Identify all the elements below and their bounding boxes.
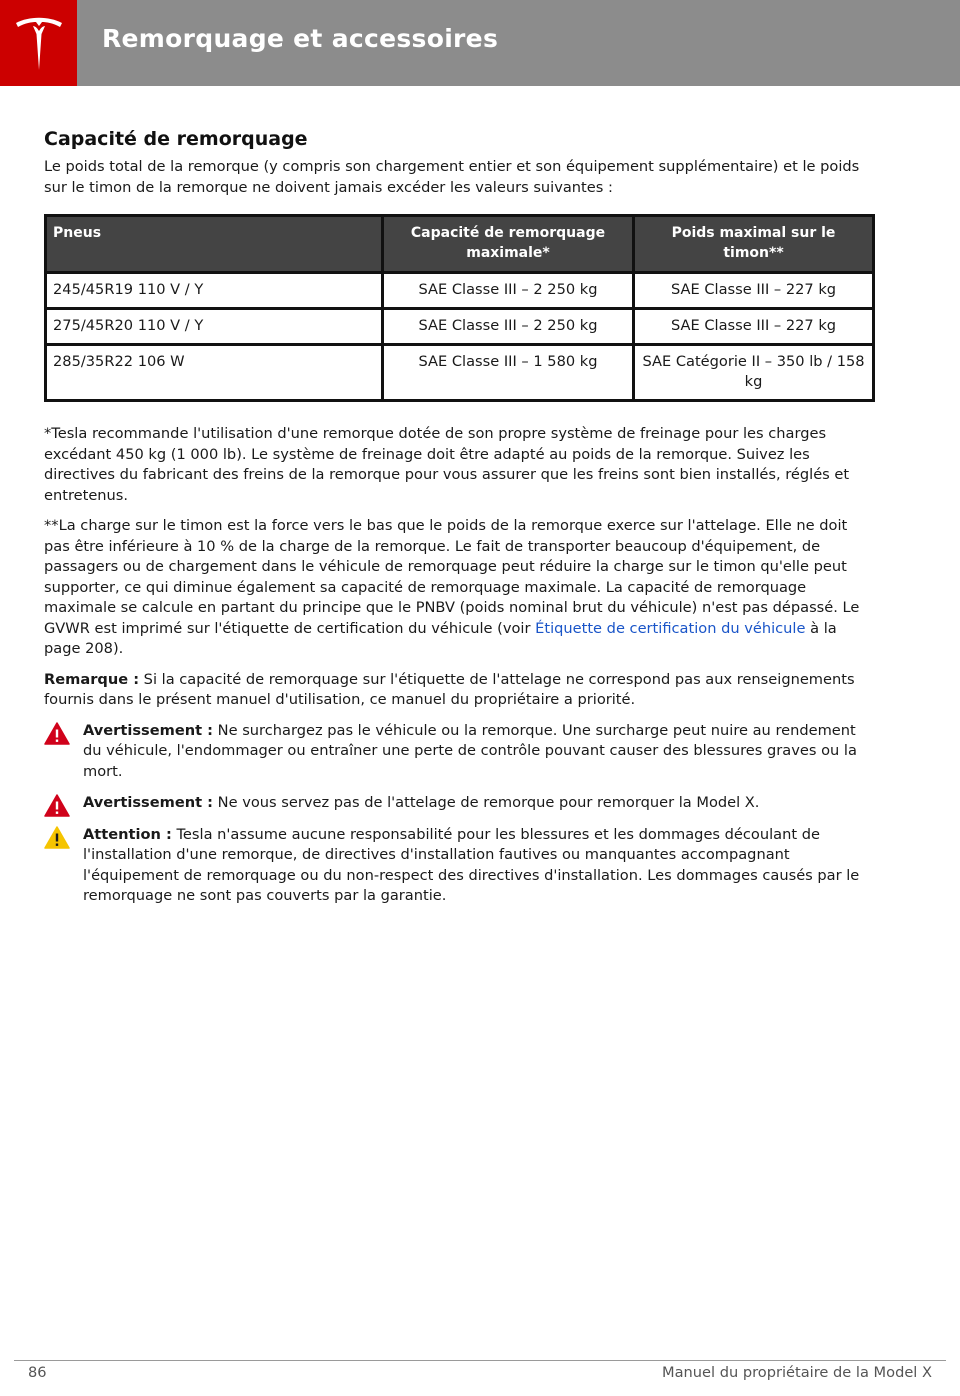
footnote-text: **La charge sur le timon est la force vers le bas que le poids de la remorque exerce sur l'attelage. Elle ne doit pas être inférieure à 10 % de la charge de la remorque. Le fait de transporter beaucoup d'équipement, de passagers ou de chargement dans le véhicule de remorquage peut réduire la charge sur le timon qu'elle peut supporter, ce qui diminue également sa capacité de remorquage maximale. La capacité de remorquage maximale se calcule en partant du principe que le PNBV (poids nominal brut du véhicule) n'est pas dépassé. Le GVWR est imprimé sur l'étiquette de certification du véhicule (voir bbox=[44, 517, 860, 637]
caution-callout-liability bbox=[44, 825, 874, 907]
table-header-row bbox=[46, 216, 874, 273]
page-header bbox=[0, 0, 960, 86]
footnote-brakes: *Tesla recommande l'utilisation d'une remorque dotée de son propre système de freinage pour les charges excédant 450 kg (1 000 lb). Le système de freinage doit être adapté au poids de la remorque. Suivez les directives du fabricant des freins de la remorque pour vous assurer que les freins sont bien installés, réglés et entretenus. bbox=[44, 425, 850, 504]
callout-text bbox=[83, 721, 874, 783]
manual-title: Manuel du propriétaire de la Model X bbox=[661, 1364, 932, 1381]
footnote-text-end: à la page 208). bbox=[44, 619, 837, 657]
remark-text: Si la capacité de remorquage sur l'étiquette de l'attelage ne correspond pas aux renseignements fournis dans le présent manuel d'utilisation, ce manuel du propriétaire a priorité. bbox=[44, 670, 855, 708]
table-row bbox=[46, 309, 874, 345]
column-header-towing-capacity: Capacité de remorquage maximale* bbox=[383, 216, 634, 273]
remark-label: Remarque : bbox=[44, 670, 140, 688]
callout-label: Avertissement : bbox=[83, 721, 214, 739]
caution-icon bbox=[44, 826, 70, 849]
table-cell: SAE Classe III – 2 250 kg bbox=[383, 309, 634, 345]
remark-paragraph bbox=[44, 670, 874, 711]
table-cell: SAE Catégorie II – 350 lb / 158 kg bbox=[634, 345, 874, 401]
warning-callout-overload bbox=[44, 721, 874, 783]
table-cell: 285/35R22 106 W bbox=[46, 345, 383, 401]
page-number: 86 bbox=[28, 1364, 47, 1381]
warning-icon bbox=[44, 794, 70, 817]
footnote-tongue-weight bbox=[44, 516, 874, 660]
tesla-logo bbox=[0, 0, 77, 86]
callout-text bbox=[83, 825, 874, 907]
section-title: Capacité de remorquage bbox=[44, 128, 308, 150]
column-header-tongue-weight: Poids maximal sur le timon** bbox=[634, 216, 874, 273]
main-content bbox=[44, 128, 874, 918]
callout-body: Ne surchargez pas le véhicule ou la remorque. Une surcharge peut nuire au rendement du véhicule, l'endommager ou entraîner une perte de contrôle pouvant causer des blessures graves ou la mort. bbox=[83, 721, 857, 780]
table-row bbox=[46, 273, 874, 309]
warning-icon bbox=[44, 722, 70, 745]
tesla-logo-icon bbox=[13, 14, 65, 72]
callout-label: Attention : bbox=[83, 825, 172, 843]
warning-callout-model-x bbox=[44, 793, 874, 814]
table-cell: SAE Classe III – 227 kg bbox=[634, 309, 874, 345]
table-cell: SAE Classe III – 227 kg bbox=[634, 273, 874, 309]
towing-capacity-table bbox=[44, 214, 875, 402]
table-row bbox=[46, 345, 874, 401]
column-header-tires: Pneus bbox=[46, 216, 383, 273]
table-cell: 275/45R20 110 V / Y bbox=[46, 309, 383, 345]
callout-text bbox=[83, 793, 874, 814]
table-cell: SAE Classe III – 1 580 kg bbox=[383, 345, 634, 401]
footer-divider bbox=[14, 1360, 946, 1361]
callout-body: Ne vous servez pas de l'attelage de remorque pour remorquer la Model X. bbox=[213, 794, 760, 811]
callout-body: Tesla n'assume aucune responsabilité pour les blessures et les dommages découlant de l'installation d'une remorque, de directives d'installation fautives ou manquantes accompagnant l'équipement de remorquage ou du non-respect des directives d'installation. Les dommages causés par le remorquage ne sont pas couverts par la garantie. bbox=[83, 825, 860, 904]
certification-label-link[interactable]: Étiquette de certification du véhicule bbox=[535, 619, 806, 637]
chapter-title: Remorquage et accessoires bbox=[102, 24, 499, 53]
table-cell: SAE Classe III – 2 250 kg bbox=[383, 273, 634, 309]
intro-paragraph: Le poids total de la remorque (y compris son chargement entier et son équipement supplémentaire) et le poids sur le timon de la remorque ne doivent jamais excéder les valeurs suivantes : bbox=[44, 158, 860, 196]
table-cell: 245/45R19 110 V / Y bbox=[46, 273, 383, 309]
callout-label: Avertissement : bbox=[83, 794, 214, 811]
